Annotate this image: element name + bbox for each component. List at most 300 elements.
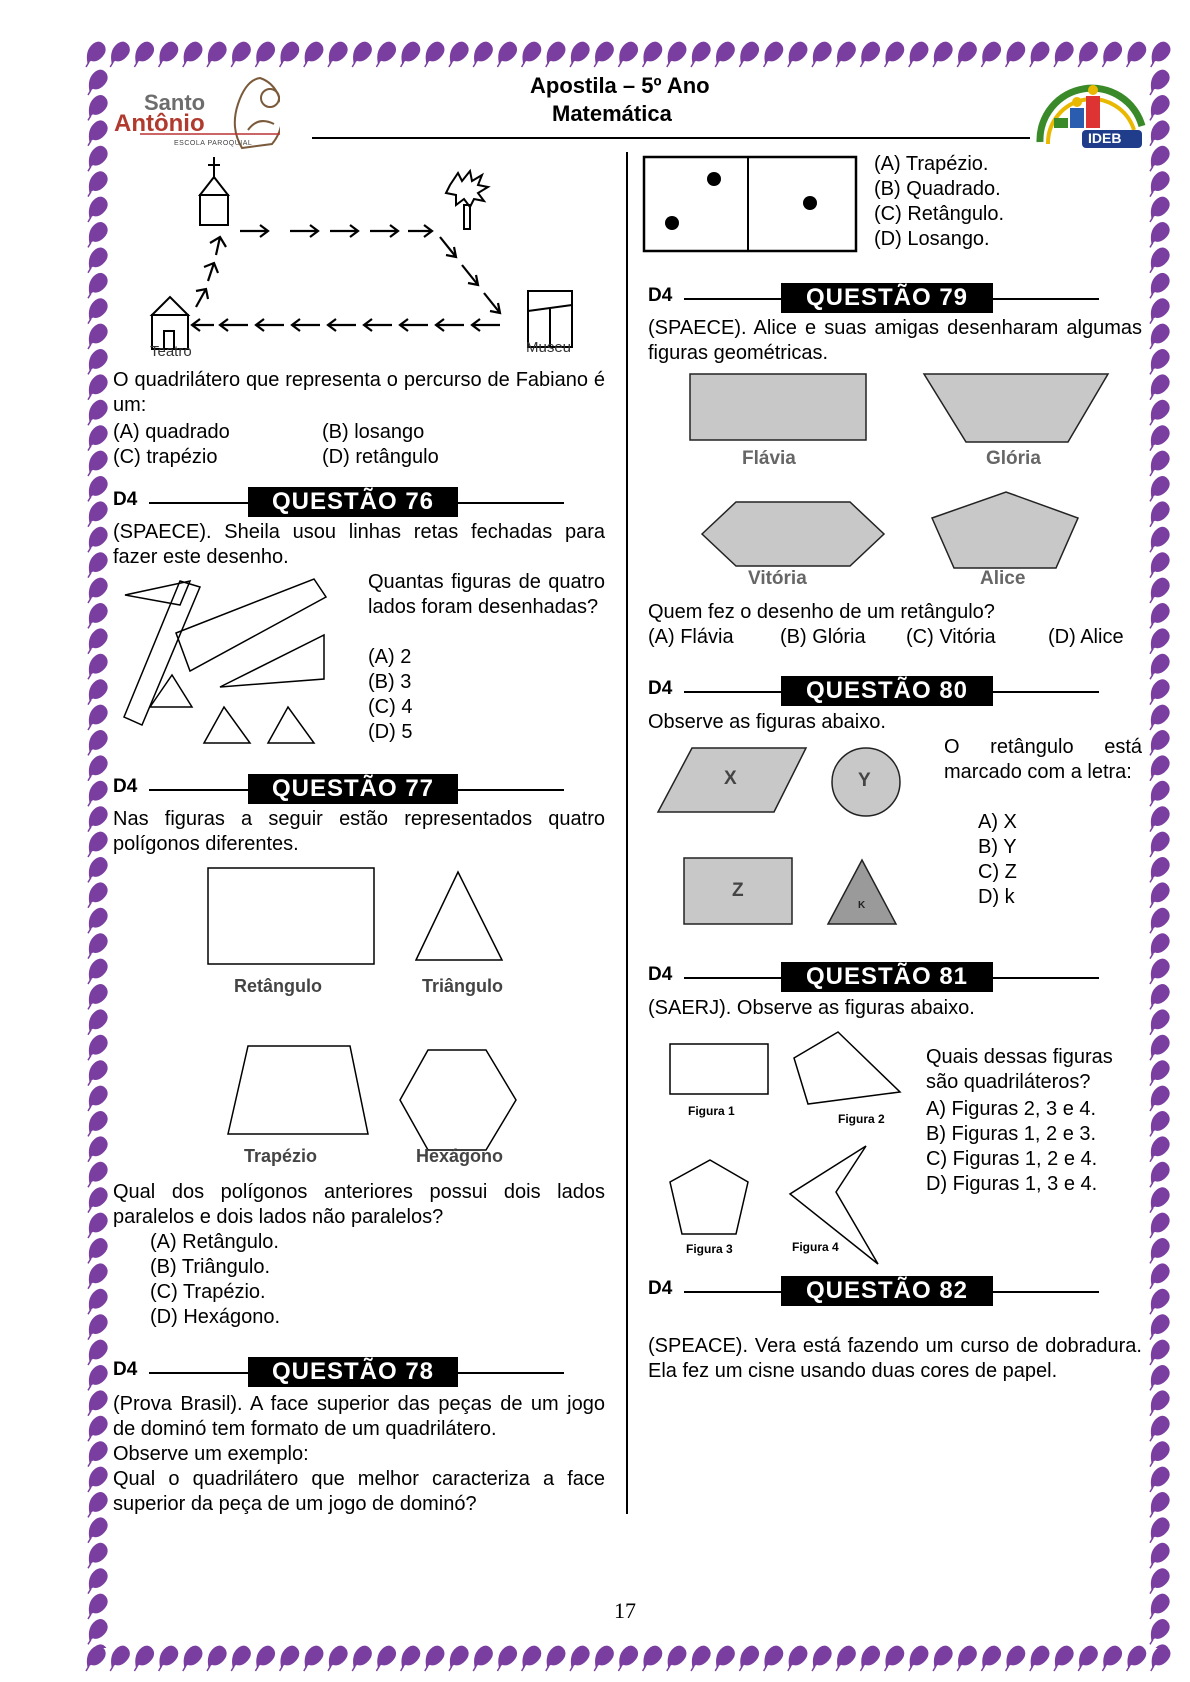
- ornament-leaf-icon: [207, 1646, 226, 1671]
- q77-polygons: [200, 864, 540, 1164]
- column-divider: [626, 152, 628, 1514]
- ornament-leaf-icon: [715, 1646, 734, 1671]
- q76-header: [113, 487, 568, 515]
- ornament-leaf-icon: [88, 705, 107, 730]
- ornament-leaf-icon: [812, 1646, 831, 1671]
- ornament-leaf-icon: [1054, 42, 1073, 67]
- ornament-leaf-icon: [88, 502, 107, 527]
- ornament-leaf-icon: [1150, 528, 1169, 553]
- ornament-leaf-icon: [933, 42, 952, 67]
- ornament-leaf-icon: [1150, 1493, 1169, 1518]
- figures-1-4-icon: [660, 1028, 910, 1268]
- ornament-leaf-icon: [88, 197, 107, 222]
- ornament-leaf-icon: [88, 375, 107, 400]
- q82-text: (SPEACE). Vera está fazendo um curso de dobradura. Ela fez um cisne usando duas cores de papel.: [648, 1335, 1142, 1382]
- ornament-leaf-icon: [1150, 1290, 1169, 1315]
- q78-option-a[interactable]: (A) Trapézio.: [874, 153, 989, 175]
- q81-question: Quais dessas figuras são quadriláteros?: [926, 1046, 1113, 1093]
- ornament-leaf-icon: [88, 401, 107, 426]
- q76-intro: (SPAECE). Sheila usou linhas retas fechadas para fazer este desenho.: [113, 521, 605, 568]
- q78-code: D4: [113, 1359, 138, 1380]
- ornament-leaf-icon: [88, 1036, 107, 1061]
- ornament-leaf-icon: [1150, 1163, 1169, 1188]
- ornament-leaf-icon: [667, 42, 686, 67]
- ornament-leaf-icon: [110, 42, 129, 67]
- ornament-leaf-icon: [885, 42, 904, 67]
- border-top: [84, 40, 1174, 70]
- shape-label-hexagono: Hexágono: [416, 1146, 504, 1166]
- ornament-leaf-icon: [1150, 1137, 1169, 1162]
- ornament-leaf-icon: [860, 1646, 879, 1671]
- ornament-leaf-icon: [1078, 42, 1097, 67]
- ornament-leaf-icon: [88, 1340, 107, 1365]
- ornament-leaf-icon: [449, 1646, 468, 1671]
- domino-piece-icon: [642, 155, 858, 255]
- ornament-leaf-icon: [88, 1086, 107, 1111]
- q75-route-map: [140, 155, 580, 365]
- q77-option-a[interactable]: (A) Retângulo.: [150, 1231, 279, 1253]
- ornament-leaf-icon: [88, 1010, 107, 1035]
- ornament-leaf-icon: [497, 1646, 516, 1671]
- shape-letter-k: K: [858, 900, 866, 911]
- ornament-leaf-icon: [1150, 1264, 1169, 1289]
- q82-header: [648, 1276, 1103, 1304]
- ornament-leaf-icon: [643, 1646, 662, 1671]
- ornament-leaf-icon: [957, 1646, 976, 1671]
- q77-code: D4: [113, 776, 138, 797]
- ornament-leaf-icon: [1150, 832, 1169, 857]
- q78-domino: [642, 155, 858, 255]
- q79-header: [648, 283, 1103, 311]
- ornament-leaf-icon: [909, 42, 928, 67]
- ornament-leaf-icon: [88, 883, 107, 908]
- q78-option-b[interactable]: (B) Quadrado.: [874, 178, 1001, 200]
- ornament-leaf-icon: [1150, 1442, 1169, 1467]
- q81-code: D4: [648, 964, 673, 985]
- ornament-leaf-icon: [1150, 578, 1169, 603]
- ornament-leaf-icon: [1150, 604, 1169, 629]
- border-right: [1146, 68, 1174, 1648]
- ornament-leaf-icon: [788, 42, 807, 67]
- q77-option-b[interactable]: (B) Triângulo.: [150, 1256, 271, 1278]
- ornament-leaf-icon: [352, 42, 371, 67]
- ornament-leaf-icon: [1102, 1646, 1121, 1671]
- geometric-figures-icon: [660, 368, 1120, 593]
- ornament-leaf-icon: [88, 807, 107, 832]
- ornament-leaf-icon: [764, 1646, 783, 1671]
- ornament-leaf-icon: [1150, 1645, 1169, 1648]
- ornament-leaf-icon: [618, 42, 637, 67]
- q76-code: D4: [113, 489, 138, 510]
- q79-option-d[interactable]: (D) Alice: [1048, 626, 1124, 648]
- q81-title: QUESTÃO 81: [781, 962, 993, 992]
- lettered-shapes-icon: [652, 740, 912, 930]
- ornament-leaf-icon: [1078, 1646, 1097, 1671]
- q80-title: QUESTÃO 80: [781, 676, 993, 706]
- ornament-leaf-icon: [981, 1646, 1000, 1671]
- q75-option-b[interactable]: (B) losango: [322, 421, 425, 443]
- q81-option-c[interactable]: C) Figuras 1, 2 e 4.: [926, 1148, 1098, 1170]
- figure-label-1: Figura 1: [688, 1104, 735, 1118]
- ornament-leaf-icon: [1150, 959, 1169, 984]
- ornament-leaf-icon: [88, 1366, 107, 1391]
- ornament-leaf-icon: [88, 1290, 107, 1315]
- q75-option-a[interactable]: (A) quadrado: [113, 421, 230, 443]
- ornament-leaf-icon: [88, 731, 107, 756]
- figure-name-vitoria: Vitória: [748, 568, 807, 589]
- q76-option-d[interactable]: (D) 5: [368, 721, 413, 743]
- ornament-leaf-icon: [1150, 1417, 1169, 1442]
- q75-question: O quadrilátero que representa o percurso de Fabiano é um:: [113, 369, 605, 416]
- q79-option-c[interactable]: (C) Vitória: [906, 626, 996, 648]
- q77-title: QUESTÃO 77: [248, 774, 458, 804]
- figure-name-alice: Alice: [980, 568, 1026, 589]
- ornament-leaf-icon: [425, 42, 444, 67]
- ornament-leaf-icon: [86, 1646, 105, 1671]
- ornament-leaf-icon: [1150, 324, 1169, 349]
- ornament-leaf-icon: [88, 248, 107, 273]
- ornament-leaf-icon: [159, 42, 178, 67]
- ornament-leaf-icon: [1150, 1544, 1169, 1569]
- ornament-leaf-icon: [1150, 655, 1169, 680]
- ornament-leaf-icon: [788, 1646, 807, 1671]
- ornament-leaf-icon: [88, 70, 107, 95]
- ornament-leaf-icon: [88, 1594, 107, 1619]
- q81-figures: [660, 1028, 910, 1268]
- ornament-leaf-icon: [1006, 1646, 1025, 1671]
- ornament-leaf-icon: [1150, 248, 1169, 273]
- ornament-leaf-icon: [88, 350, 107, 375]
- ornament-leaf-icon: [1151, 42, 1170, 67]
- logo-text-2: Antônio: [114, 110, 205, 137]
- ornament-leaf-icon: [88, 553, 107, 578]
- ornament-leaf-icon: [1150, 1061, 1169, 1086]
- logo-text-1: Santo: [144, 90, 206, 115]
- ornament-leaf-icon: [1150, 1188, 1169, 1213]
- q82-title: QUESTÃO 82: [781, 1276, 993, 1306]
- q78-text-2: Observe um exemplo:: [113, 1443, 309, 1465]
- ornament-leaf-icon: [836, 42, 855, 67]
- ornament-leaf-icon: [1150, 705, 1169, 730]
- q78-text-1: (Prova Brasil). A face superior das peças de um jogo de dominó tem formato de um quadrilátero.: [113, 1393, 605, 1440]
- q78-option-c[interactable]: (C) Retângulo.: [874, 203, 1005, 225]
- ornament-leaf-icon: [933, 1646, 952, 1671]
- border-left: [84, 68, 112, 1648]
- ornament-leaf-icon: [88, 1442, 107, 1467]
- ideb-logo: [1030, 82, 1150, 150]
- ornament-leaf-icon: [522, 1646, 541, 1671]
- q78-header: [113, 1357, 568, 1385]
- q78-title: QUESTÃO 78: [248, 1357, 458, 1387]
- q80-code: D4: [648, 678, 673, 699]
- ornament-row-top-icon: [84, 40, 1174, 70]
- q77-header: [113, 774, 568, 802]
- figure-label-2: Figura 2: [838, 1112, 885, 1126]
- q75-option-c[interactable]: (C) trapézio: [113, 446, 218, 468]
- ornament-leaf-icon: [255, 42, 274, 67]
- ornament-leaf-icon: [88, 1544, 107, 1569]
- ornament-leaf-icon: [401, 42, 420, 67]
- ornament-leaf-icon: [88, 1188, 107, 1213]
- ornament-leaf-icon: [570, 1646, 589, 1671]
- ornament-leaf-icon: [1150, 1036, 1169, 1061]
- ornament-leaf-icon: [860, 42, 879, 67]
- ornament-leaf-icon: [1150, 883, 1169, 908]
- ornament-leaf-icon: [618, 1646, 637, 1671]
- ornament-leaf-icon: [88, 324, 107, 349]
- ornament-leaf-icon: [88, 528, 107, 553]
- ornament-leaf-icon: [88, 1264, 107, 1289]
- ornament-leaf-icon: [88, 629, 107, 654]
- ornament-leaf-icon: [1150, 782, 1169, 807]
- ornament-leaf-icon: [1150, 274, 1169, 299]
- q82-code: D4: [648, 1278, 673, 1299]
- ornament-leaf-icon: [86, 42, 105, 67]
- ornament-leaf-icon: [88, 1213, 107, 1238]
- ornament-leaf-icon: [88, 1163, 107, 1188]
- ornament-leaf-icon: [88, 959, 107, 984]
- q76-option-a[interactable]: (A) 2: [368, 646, 412, 668]
- ornament-leaf-icon: [1150, 1569, 1169, 1594]
- ornament-leaf-icon: [473, 42, 492, 67]
- figure-label-3: Figura 3: [686, 1242, 733, 1256]
- logo-subtitle: ESCOLA PAROQUIAL: [174, 140, 253, 147]
- q80-intro: Observe as figuras abaixo.: [648, 711, 886, 733]
- ornament-leaf-icon: [1006, 42, 1025, 67]
- ornament-leaf-icon: [88, 756, 107, 781]
- ornament-row-bottom-icon: [84, 1644, 1174, 1674]
- ornament-leaf-icon: [1150, 223, 1169, 248]
- ornament-leaf-icon: [594, 1646, 613, 1671]
- ornament-leaf-icon: [401, 1646, 420, 1671]
- q81-header: [648, 962, 1103, 990]
- ornament-leaf-icon: [88, 426, 107, 451]
- ornament-col-left-icon: [84, 68, 112, 1648]
- ornament-leaf-icon: [691, 1646, 710, 1671]
- ornament-leaf-icon: [88, 909, 107, 934]
- header-rule: [312, 137, 1030, 139]
- ornament-leaf-icon: [1150, 1340, 1169, 1365]
- ornament-leaf-icon: [1054, 1646, 1073, 1671]
- q79-question: Quem fez o desenho de um retângulo?: [648, 601, 995, 623]
- ornament-leaf-icon: [88, 1239, 107, 1264]
- q81-option-a[interactable]: A) Figuras 2, 3 e 4.: [926, 1098, 1097, 1120]
- map-label-teatro: Teatro: [150, 343, 192, 360]
- q77-option-c[interactable]: (C) Trapézio.: [150, 1281, 266, 1303]
- ornament-leaf-icon: [304, 42, 323, 67]
- figure-label-4: Figura 4: [792, 1240, 839, 1254]
- ornament-leaf-icon: [691, 42, 710, 67]
- ornament-leaf-icon: [231, 1646, 250, 1671]
- ornament-leaf-icon: [1150, 934, 1169, 959]
- ornament-leaf-icon: [1150, 629, 1169, 654]
- ornament-leaf-icon: [1102, 42, 1121, 67]
- polygons-figure-icon: [200, 864, 540, 1164]
- ornament-leaf-icon: [183, 42, 202, 67]
- ornament-leaf-icon: [88, 1645, 107, 1648]
- q78-option-d[interactable]: (D) Losango.: [874, 228, 990, 250]
- ornament-leaf-icon: [88, 477, 107, 502]
- q79-code: D4: [648, 285, 673, 306]
- ornament-leaf-icon: [376, 42, 395, 67]
- ornament-leaf-icon: [1030, 1646, 1049, 1671]
- ornament-leaf-icon: [1150, 121, 1169, 146]
- q78-text-3: Qual o quadrilátero que melhor caracteriza a face superior da peça de um jogo de dominó?: [113, 1468, 605, 1515]
- ornament-leaf-icon: [88, 985, 107, 1010]
- ornament-leaf-icon: [1150, 756, 1169, 781]
- q79-option-b[interactable]: (B) Glória: [780, 626, 866, 648]
- ornament-leaf-icon: [497, 42, 516, 67]
- ornament-leaf-icon: [88, 1569, 107, 1594]
- border-bottom: [84, 1644, 1174, 1674]
- ornament-leaf-icon: [1150, 1112, 1169, 1137]
- q77-intro: Nas figuras a seguir estão representados quatro polígonos diferentes.: [113, 808, 605, 855]
- ornament-leaf-icon: [1150, 477, 1169, 502]
- ornament-leaf-icon: [88, 832, 107, 857]
- ornament-leaf-icon: [88, 1620, 107, 1645]
- ornament-leaf-icon: [255, 1646, 274, 1671]
- ornament-col-right-icon: [1146, 68, 1174, 1648]
- ornament-leaf-icon: [1150, 1594, 1169, 1619]
- ornament-leaf-icon: [425, 1646, 444, 1671]
- ornament-leaf-icon: [739, 42, 758, 67]
- ornament-leaf-icon: [1150, 375, 1169, 400]
- ornament-leaf-icon: [88, 1061, 107, 1086]
- ornament-leaf-icon: [885, 1646, 904, 1671]
- ornament-leaf-icon: [183, 1646, 202, 1671]
- ornament-leaf-icon: [1150, 1213, 1169, 1238]
- ornament-leaf-icon: [1030, 42, 1049, 67]
- ornament-leaf-icon: [88, 1315, 107, 1340]
- ornament-leaf-icon: [715, 42, 734, 67]
- ornament-leaf-icon: [1150, 1010, 1169, 1035]
- ornament-leaf-icon: [88, 578, 107, 603]
- ornament-leaf-icon: [812, 42, 831, 67]
- q80-option-b[interactable]: B) Y: [978, 836, 1017, 858]
- ornament-leaf-icon: [88, 1112, 107, 1137]
- ornament-leaf-icon: [1127, 1646, 1146, 1671]
- ornament-leaf-icon: [1150, 731, 1169, 756]
- shape-label-trapezio: Trapézio: [244, 1146, 318, 1166]
- q77-option-d[interactable]: (D) Hexágono.: [150, 1306, 281, 1328]
- ornament-leaf-icon: [1150, 1366, 1169, 1391]
- ornament-leaf-icon: [88, 274, 107, 299]
- page-number: 17: [614, 1598, 636, 1623]
- ornament-leaf-icon: [88, 1391, 107, 1416]
- ornament-leaf-icon: [88, 1417, 107, 1442]
- q81-option-b[interactable]: B) Figuras 1, 2 e 3.: [926, 1123, 1097, 1145]
- ornament-leaf-icon: [1150, 1467, 1169, 1492]
- q77-question: Qual dos polígonos anteriores possui dois lados paralelos e dois lados não paralelos?: [113, 1181, 605, 1228]
- ornament-leaf-icon: [546, 42, 565, 67]
- ornament-leaf-icon: [1150, 197, 1169, 222]
- ornament-leaf-icon: [376, 1646, 395, 1671]
- ornament-leaf-icon: [643, 42, 662, 67]
- q75-option-d[interactable]: (D) retângulo: [322, 446, 439, 468]
- q80-shapes: [652, 740, 912, 930]
- ornament-leaf-icon: [1150, 70, 1169, 95]
- ornament-leaf-icon: [522, 42, 541, 67]
- ideb-text: IDEB: [1088, 130, 1122, 146]
- ornament-leaf-icon: [1150, 985, 1169, 1010]
- shape-letter-z: Z: [732, 880, 744, 901]
- ornament-leaf-icon: [88, 147, 107, 172]
- ornament-leaf-icon: [1150, 1391, 1169, 1416]
- q76-question: Quantas figuras de quatro lados foram desenhadas?: [368, 571, 605, 618]
- q81-intro: (SAERJ). Observe as figuras abaixo.: [648, 997, 975, 1019]
- ornament-leaf-icon: [1150, 807, 1169, 832]
- ornament-leaf-icon: [1150, 426, 1169, 451]
- ornament-leaf-icon: [1150, 350, 1169, 375]
- ornament-leaf-icon: [1150, 299, 1169, 324]
- ornament-leaf-icon: [1150, 147, 1169, 172]
- q76-option-b[interactable]: (B) 3: [368, 671, 412, 693]
- figure-name-gloria: Glória: [986, 448, 1041, 469]
- ornament-leaf-icon: [909, 1646, 928, 1671]
- ornament-leaf-icon: [88, 1518, 107, 1543]
- q76-option-c[interactable]: (C) 4: [368, 696, 413, 718]
- ornament-leaf-icon: [1150, 451, 1169, 476]
- ornament-leaf-icon: [88, 1493, 107, 1518]
- ornament-leaf-icon: [304, 1646, 323, 1671]
- ornament-leaf-icon: [88, 680, 107, 705]
- shape-letter-x: X: [724, 768, 737, 789]
- ornament-leaf-icon: [594, 42, 613, 67]
- ornament-leaf-icon: [88, 858, 107, 883]
- ornament-leaf-icon: [957, 42, 976, 67]
- ornament-leaf-icon: [280, 42, 299, 67]
- ornament-leaf-icon: [1150, 858, 1169, 883]
- ornament-leaf-icon: [667, 1646, 686, 1671]
- ornament-leaf-icon: [88, 782, 107, 807]
- q80-option-d[interactable]: D) k: [978, 886, 1015, 908]
- q81-option-d[interactable]: D) Figuras 1, 3 e 4.: [926, 1173, 1098, 1195]
- ornament-leaf-icon: [1150, 909, 1169, 934]
- q79-option-a[interactable]: (A) Flávia: [648, 626, 734, 648]
- ornament-leaf-icon: [88, 96, 107, 121]
- ornament-leaf-icon: [328, 42, 347, 67]
- ornament-leaf-icon: [88, 655, 107, 680]
- ornament-leaf-icon: [546, 1646, 565, 1671]
- ornament-leaf-icon: [1150, 96, 1169, 121]
- q80-question: O retângulo está marcado com a letra:: [944, 736, 1142, 783]
- route-map-icon: [140, 155, 580, 365]
- ornament-leaf-icon: [88, 172, 107, 197]
- figure-name-flavia: Flávia: [742, 448, 796, 469]
- q79-figures: [660, 368, 1120, 593]
- shape-label-retangulo: Retângulo: [234, 976, 322, 996]
- ornament-leaf-icon: [1150, 401, 1169, 426]
- q80-option-c[interactable]: C) Z: [978, 861, 1017, 883]
- ornament-leaf-icon: [88, 451, 107, 476]
- ornament-leaf-icon: [1150, 1239, 1169, 1264]
- q76-drawing: [120, 575, 340, 745]
- ornament-leaf-icon: [134, 42, 153, 67]
- ornament-leaf-icon: [739, 1646, 758, 1671]
- ornament-leaf-icon: [1151, 1646, 1170, 1671]
- ornament-leaf-icon: [88, 934, 107, 959]
- q80-option-a[interactable]: A) X: [978, 811, 1017, 833]
- ornament-leaf-icon: [328, 1646, 347, 1671]
- q80-header: [648, 676, 1103, 704]
- ornament-leaf-icon: [570, 42, 589, 67]
- ornament-leaf-icon: [231, 42, 250, 67]
- shape-letter-y: Y: [858, 770, 871, 791]
- shape-label-triangulo: Triângulo: [422, 976, 503, 996]
- ornament-leaf-icon: [981, 42, 1000, 67]
- q79-title: QUESTÃO 79: [781, 283, 993, 313]
- closed-lines-drawing-icon: [120, 575, 340, 745]
